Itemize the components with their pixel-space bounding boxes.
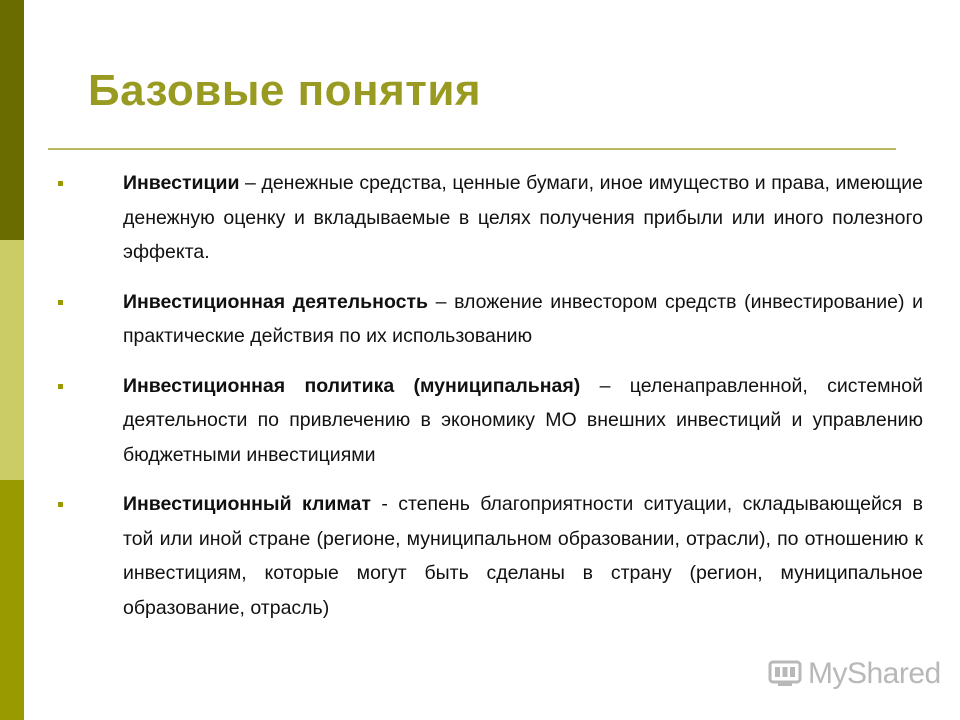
myshared-logo-icon (768, 659, 802, 689)
list-item (0, 487, 960, 625)
definition: - степень благоприятности ситуации, складывающейся в той или иной стране (регионе, муниципальном образовании, отрасли), по отношению к инвестициям, которые могут быть сделаны в страну (регион, муниципальное образование, отрасль) (123, 493, 923, 619)
bullet-square-icon (58, 502, 63, 507)
bullet-text (123, 369, 923, 473)
term: Инвестиционная политика (муниципальная) (123, 374, 581, 397)
bullet-list (0, 166, 960, 640)
bullet-square-icon (58, 384, 63, 389)
term: Инвестиционный климат (123, 493, 371, 515)
bullet-text (123, 285, 923, 354)
title-divider (48, 148, 896, 150)
bullet-text (123, 166, 923, 270)
definition: – целенаправленной, системной деятельности по привлечению в экономику МО внешних инвестиций и управлению бюджетными инвестициями (123, 374, 923, 466)
bullet-square-icon (58, 300, 63, 305)
myshared-watermark (768, 654, 941, 694)
bullet-square-icon (58, 181, 63, 186)
definition: – вложение инвестором средств (инвестирование) и практические действия по их использованию (123, 290, 923, 347)
term: Инвестиционная деятельность (123, 290, 428, 313)
list-item (0, 369, 960, 473)
bullet-text (123, 487, 923, 625)
watermark-text: MyShared (808, 657, 941, 690)
list-item (0, 285, 960, 354)
definition: – денежные средства, ценные бумаги, иное имущество и права, имеющие денежную оценку и вкладываемые в целях получения прибыли или иного полезного эффекта. (123, 172, 923, 263)
slide-title: Базовые понятия (88, 66, 482, 115)
term: Инвестиции (123, 172, 240, 194)
list-item (0, 166, 960, 270)
